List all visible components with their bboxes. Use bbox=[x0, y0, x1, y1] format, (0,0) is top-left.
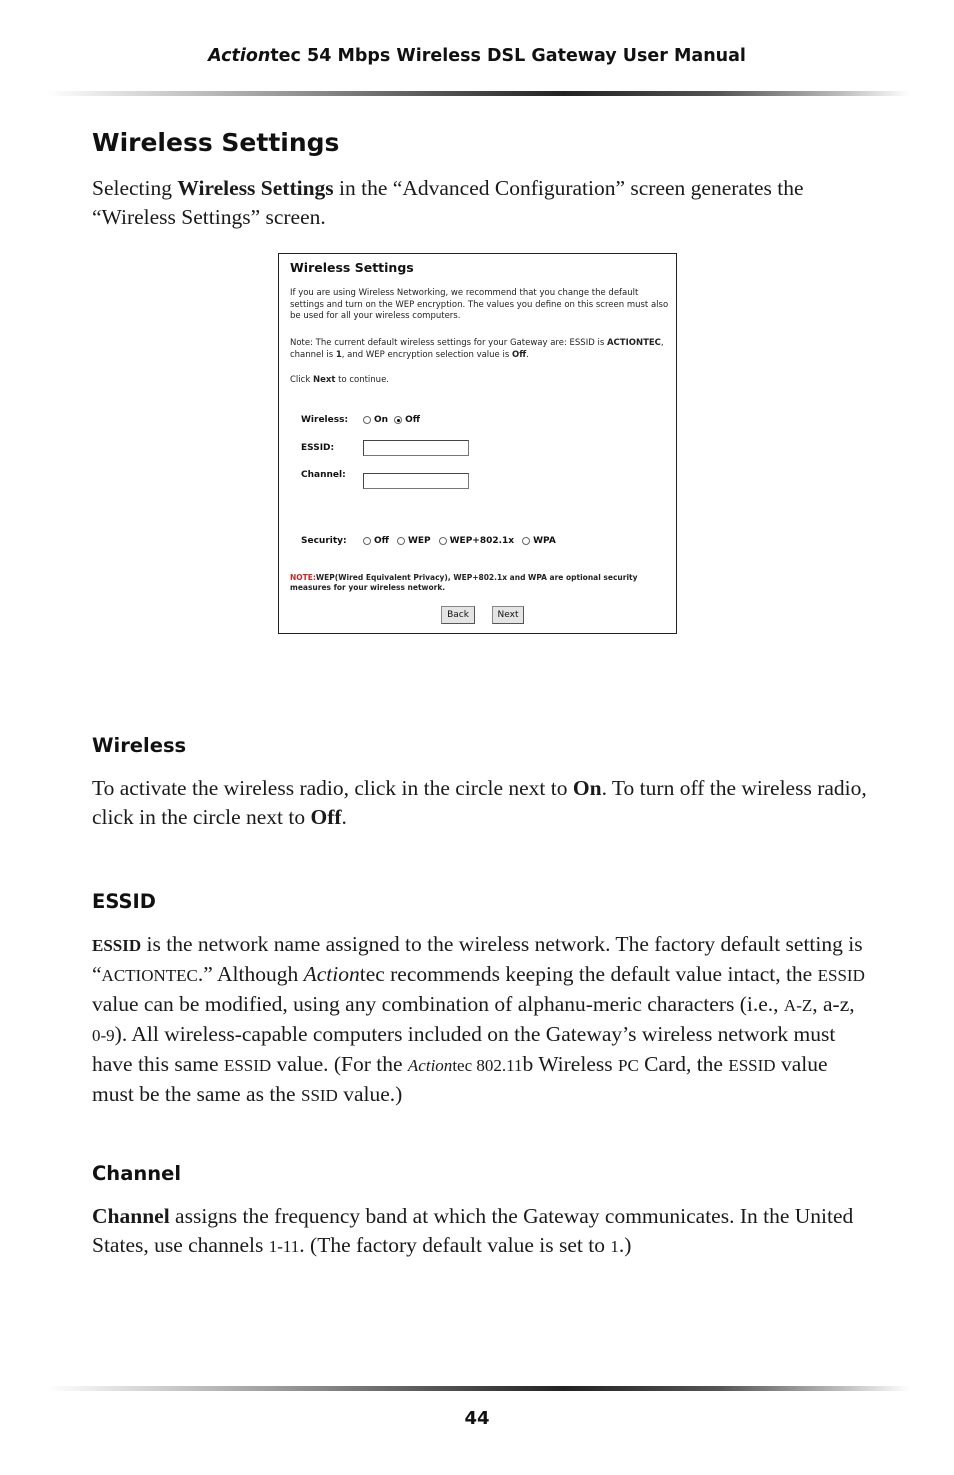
page-number: 44 bbox=[464, 1408, 490, 1429]
channel-heading: Channel bbox=[92, 1162, 182, 1185]
wireless-on-radio[interactable] bbox=[363, 416, 371, 424]
wireless-off-radio[interactable] bbox=[394, 416, 402, 424]
section-title: Wireless Settings bbox=[92, 128, 340, 157]
screenshot-bottom-note: NOTE:WEP(Wired Equivalent Privacy), WEP+802.1x and WPA are optional security measures for your wireless network. bbox=[290, 573, 638, 592]
screenshot-title: Wireless Settings bbox=[290, 260, 414, 275]
header-rule bbox=[46, 91, 910, 96]
screenshot-note-text: Note: The current default wireless settings for your Gateway are: ESSID is ACTIONTEC, channel is 1, and WEP encryption selection value is Off. bbox=[290, 338, 664, 360]
running-header bbox=[0, 46, 954, 66]
intro-paragraph bbox=[92, 174, 868, 232]
screenshot-intro-text: If you are using Wireless Networking, we recommend that you change the default settings and turn on the WEP encryption. The values you define on this screen must also be used for all your wireless computers. bbox=[290, 288, 669, 321]
brand-italic: Action bbox=[208, 46, 271, 66]
essid-input[interactable] bbox=[363, 440, 469, 456]
wireless-settings-screenshot bbox=[278, 253, 677, 634]
essid-paragraph: ESSID is the network name assigned to the wireless network. The factory default setting is “ACTIONTEC.” Although Actiontec recommends keeping the default value intact, the ESSID value can be modified, using any combination of alphanu-meric characters (i.e., A-Z, a-z, 0-9). All wireless-capable computers included on the Gateway’s wireless network must have this same ESSID value. (For the Actiontec 802.11b Wireless PC Card, the ESSID value must be the same as the SSID value.) bbox=[92, 932, 865, 1106]
security-off-radio[interactable] bbox=[363, 537, 371, 545]
header-title: tec 54 Mbps Wireless DSL Gateway User Manual bbox=[270, 46, 746, 66]
security-wpa-option[interactable]: WPA bbox=[522, 536, 556, 546]
essid-label: ESSID: bbox=[301, 443, 335, 453]
intro-text-2: in the “Advanced Configuration” screen generates the “Wireless Settings” screen. bbox=[92, 176, 804, 229]
security-radio-group bbox=[363, 536, 556, 546]
security-label: Security: bbox=[301, 536, 347, 546]
back-button[interactable]: Back bbox=[441, 606, 475, 624]
wireless-on-option[interactable]: On bbox=[363, 415, 388, 425]
channel-input[interactable] bbox=[363, 473, 469, 489]
screenshot-click-text: Click Next to continue. bbox=[290, 375, 390, 385]
intro-text-1: Selecting bbox=[92, 176, 178, 200]
security-wep-radio[interactable] bbox=[397, 537, 405, 545]
wireless-paragraph: To activate the wireless radio, click in the circle next to On. To turn off the wireless radio, click in the circle next to Off. bbox=[92, 776, 867, 829]
wireless-label: Wireless: bbox=[301, 415, 349, 425]
intro-bold: Wireless Settings bbox=[177, 176, 334, 200]
channel-label: Channel: bbox=[301, 470, 346, 480]
security-off-option[interactable]: Off bbox=[363, 536, 389, 546]
security-wpa-radio[interactable] bbox=[522, 537, 530, 545]
wireless-heading: Wireless bbox=[92, 734, 187, 757]
wireless-off-option[interactable]: Off bbox=[394, 415, 420, 425]
footer-rule bbox=[46, 1386, 910, 1391]
security-wep-8021x-radio[interactable] bbox=[439, 537, 447, 545]
wireless-radio-group bbox=[363, 415, 420, 425]
essid-heading: ESSID bbox=[92, 890, 156, 913]
channel-paragraph: Channel assigns the frequency band at which the Gateway communicates. In the United States, use channels 1-11. (The factory default value is set to 1.) bbox=[92, 1204, 854, 1257]
security-wep-option[interactable]: WEP bbox=[397, 536, 431, 546]
next-button[interactable]: Next bbox=[492, 606, 524, 624]
security-wep-8021x-option[interactable]: WEP+802.1x bbox=[439, 536, 515, 546]
